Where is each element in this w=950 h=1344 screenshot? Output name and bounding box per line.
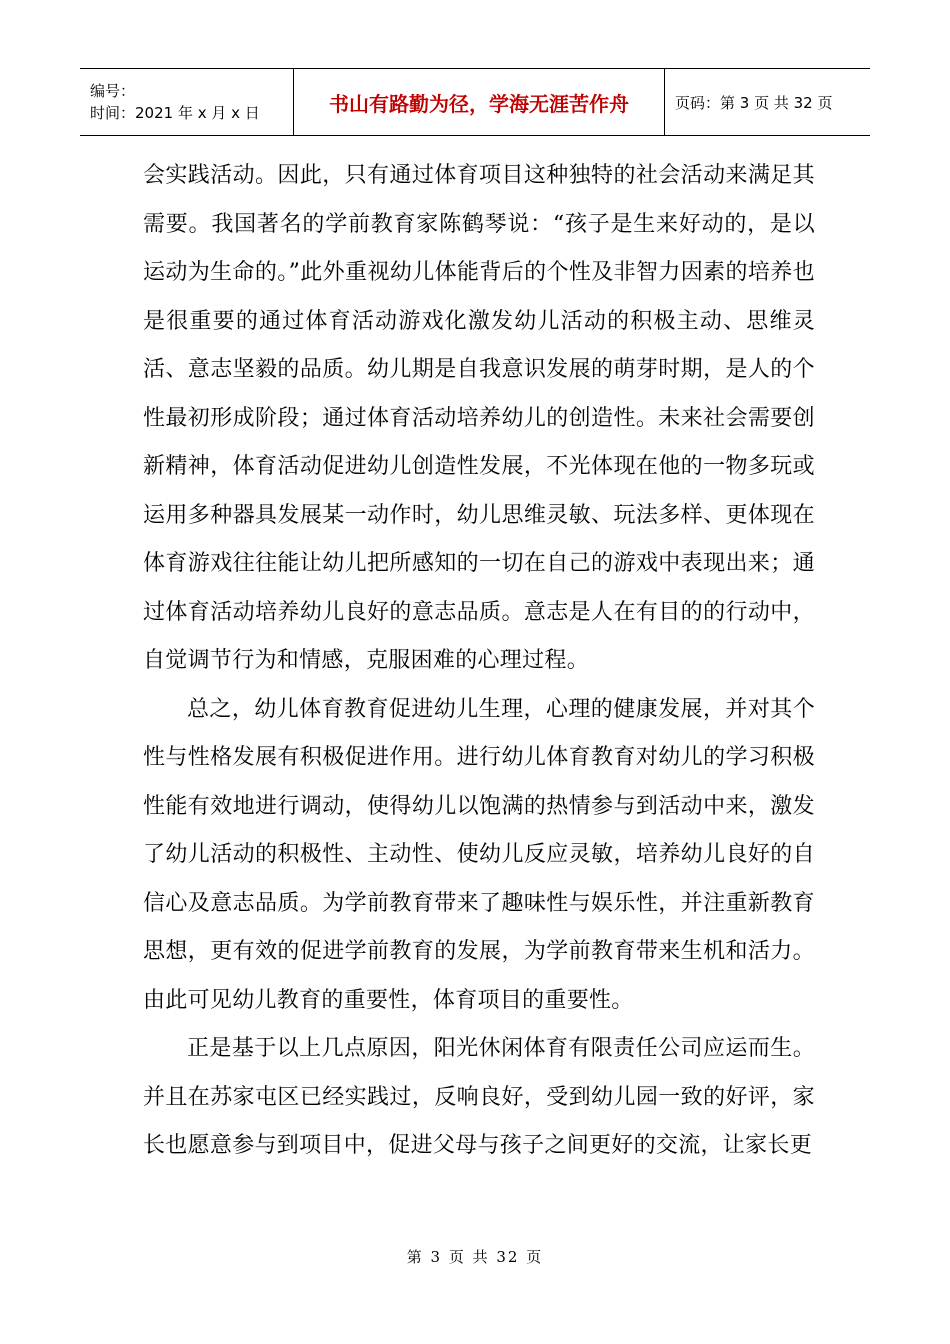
header-page-info: 页码：第 3 页 共 32 页 [665, 69, 871, 136]
paragraph: 总之，幼儿体育教育促进幼儿生理，心理的健康发展，并对其个性与性格发展有积极促进作用。进行幼儿体育教育对幼儿的学习积极性能有效地进行调动，使得幼儿以饱满的热情参与到活动中来，激发了幼儿活动的积极性、主动性、使幼儿反应灵敏，培养幼儿良好的自信心及意志品质。为学前教育带来了趣味性与娱乐性，并注重新教育思想，更有效的促进学前教育的发展，为学前教育带来生机和活力。由此可见幼儿教育的重要性，体育项目的重要性。 [143, 696, 815, 1013]
document-date-label: 时间：2021 年 x 月 x 日 [90, 104, 260, 122]
paragraph: 会实践活动。因此，只有通过体育项目这种独特的社会活动来满足其需要。我国著名的学前教育家陈鹤琴说：“孩子是生来好动的，是以运动为生命的。”此外重视幼儿体能背后的个性及非智力因素的培养也是很重要的通过体育活动游戏化激发幼儿活动的积极主动、思维灵活、意志坚毅的品质。幼儿期是自我意识发展的萌芽时期，是人的个性最初形成阶段；通过体育活动培养幼儿的创造性。未来社会需要创新精神，体育活动促进幼儿创造性发展，不光体现在他的一物多玩或运用多种器具发展某一动作时，幼儿思维灵敏、玩法多样、更体现在体育游戏往往能让幼儿把所感知的一切在自己的游戏中表现出来；通过体育活动培养幼儿良好的意志品质。意志是人在有目的的行动中，自觉调节行为和情感，克服困难的心理过程。 [143, 163, 815, 673]
header-meta-cell [80, 69, 294, 136]
document-number-label: 编号： [90, 82, 136, 100]
page-footer: 第 3 页 共 32 页 [406, 1248, 544, 1266]
document-header [80, 68, 870, 136]
header-motto: 书山有路勤为径，学海无涯苦作舟 [294, 69, 665, 136]
document-body [143, 152, 815, 1171]
paragraph: 正是基于以上几点原因，阳光休闲体育有限责任公司应运而生。并且在苏家屯区已经实践过，反响良好，受到幼儿园一致的好评，家长也愿意参与到项目中，促进父母与孩子之间更好的交流，让家长更 [143, 1036, 815, 1158]
